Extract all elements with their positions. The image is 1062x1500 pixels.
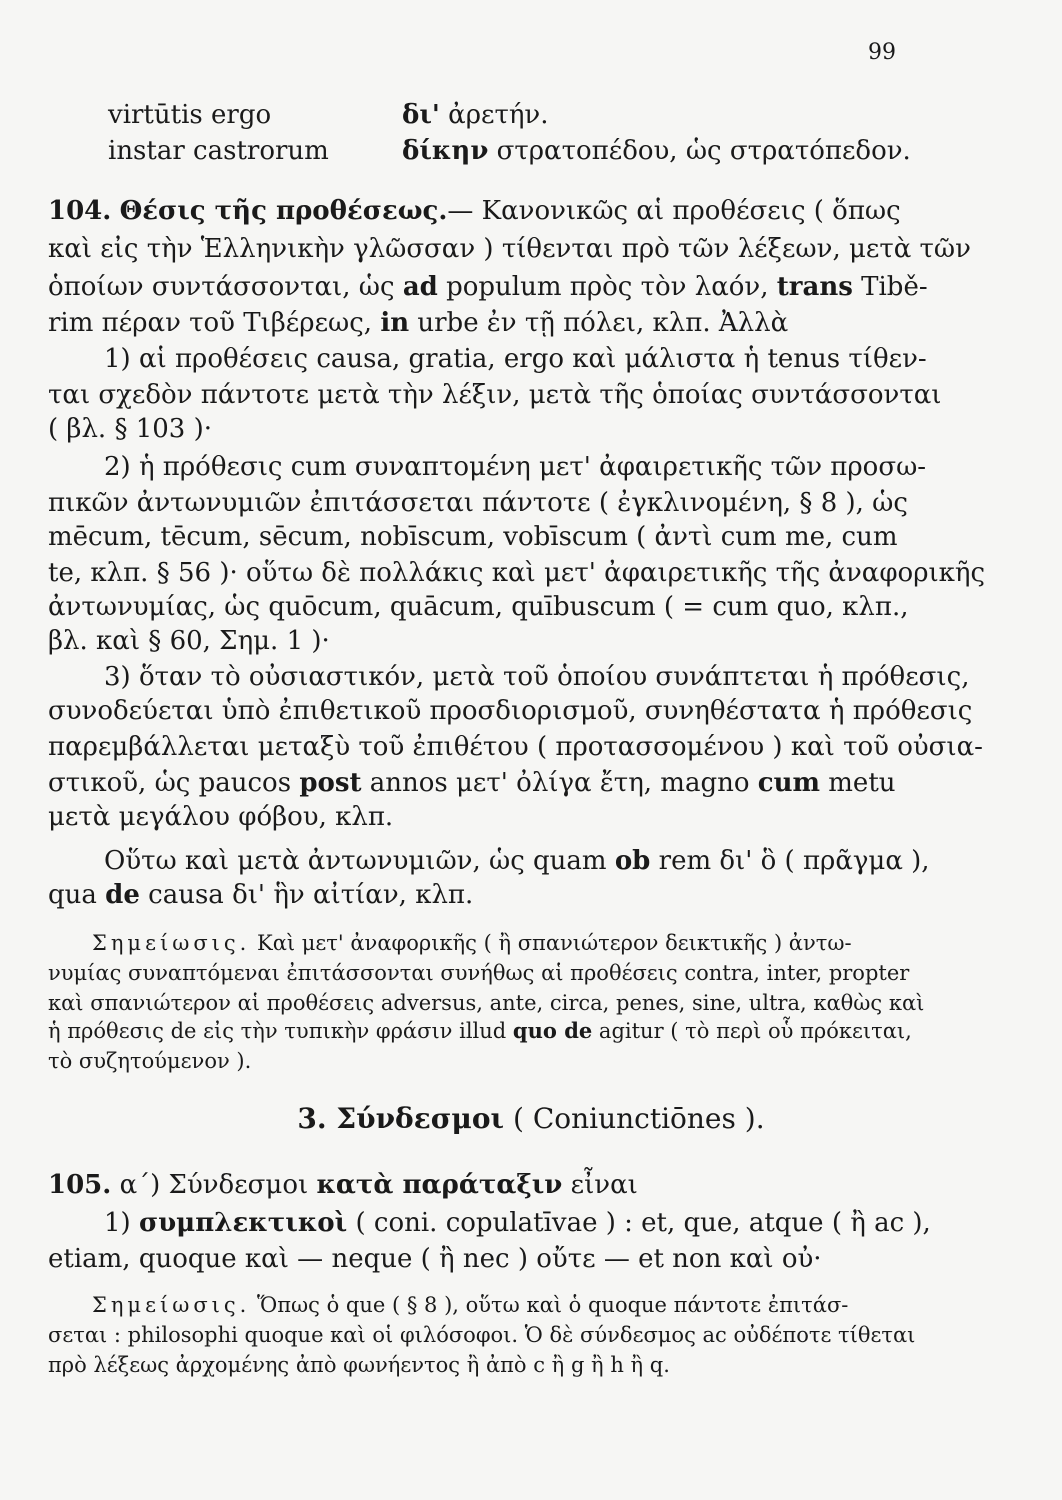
- text-line: etiam, quoque καὶ — neque ( ἢ nec ) οὔτε — et non καὶ οὐ·: [48, 1244, 822, 1274]
- text-line: καὶ εἰς τὴν Ἑλληνικὴν γλῶσσαν ) τίθενται πρὸ τῶν λέξεων, μετὰ τῶν: [48, 234, 971, 264]
- note-line: πρὸ λέξεως ἀρχομένης ἀπὸ φωνήεντος ἢ ἀπὸ c ἢ g ἢ h ἢ q.: [48, 1353, 670, 1377]
- note-label: Σημείωσις.: [92, 931, 251, 955]
- text-line: 2) ἡ πρόθεσις cum συναπτομένη μετ' ἀφαιρετικῆς τῶν προσω-: [104, 452, 927, 482]
- text-line: παρεμβάλλεται μεταξὺ τοῦ ἐπιθέτου ( προτασσομένου ) καὶ τοῦ οὐσια-: [48, 732, 983, 762]
- example-greek-bold: δι': [402, 100, 440, 130]
- text-line: ἀντωνυμίας, ὡς quōcum, quācum, quībuscum ( = cum quo, κλπ.,: [48, 592, 909, 622]
- example-greek-text: στρατοπέδου, ὡς στρατόπεδον.: [496, 136, 911, 166]
- note-line: σεται : philosophi quoque καὶ οἱ φιλόσοφοι. Ὁ δὲ σύνδεσμος ac οὐδέποτε τίθεται: [48, 1323, 916, 1347]
- note-line: νυμίας συναπτόμεναι ἐπιτάσσονται συνήθως αἱ προθέσεις contra, inter, propter: [48, 961, 910, 985]
- example-latin: instar castrorum: [108, 136, 329, 166]
- text-line: rim πέραν τοῦ Τιβέρεως, in urbe ἐν τῇ πόλει, κλπ. Ἀλλὰ: [48, 308, 789, 338]
- note-line: καὶ σπανιώτερον αἱ προθέσεις adversus, ante, circa, penes, sine, ultra, καθὼς καὶ: [48, 991, 925, 1015]
- text-line: βλ. καὶ § 60, Σημ. 1 )·: [48, 626, 330, 656]
- example-latin: virtūtis ergo: [108, 100, 272, 130]
- example-greek: [402, 100, 549, 130]
- text-line: συνοδεύεται ὑπὸ ἐπιθετικοῦ προσδιορισμοῦ, συνηθέστατα ἡ πρόθεσις: [48, 696, 973, 726]
- text-line: 1) αἱ προθέσεις causa, gratia, ergo καὶ μάλιστα ἡ tenus τίθεν-: [104, 344, 927, 374]
- section-heading: 3. Σύνδεσμοι ( Coniunctiōnes ).: [297, 1102, 765, 1135]
- text-line: ( βλ. § 103 )·: [48, 414, 213, 444]
- section-number: 105.: [48, 1170, 112, 1200]
- text-line: 1) συμπλεκτικοὶ ( coni. copulatīvae ) : et, que, atque ( ἢ ac ),: [104, 1208, 931, 1238]
- section-104-heading-line: [48, 194, 1008, 228]
- section-title: Θέσις τῆς προθέσεως.: [119, 196, 448, 226]
- text-line: mēcum, tēcum, sēcum, nobīscum, vobīscum ( ἀντὶ cum me, cum: [48, 522, 898, 552]
- text-line: te, κλπ. § 56 )· οὕτω δὲ πολλάκις καὶ μετ' ἀφαιρετικῆς τῆς ἀναφορικῆς: [48, 558, 986, 588]
- section-number: 104.: [48, 196, 112, 226]
- text-line: ται σχεδὸν πάντοτε μετὰ τὴν λέξιν, μετὰ τῆς ὁποίας συντάσσονται: [48, 380, 942, 410]
- text-line: — Κανονικῶς αἱ προθέσεις ( ὅπως: [447, 196, 901, 226]
- example-greek: [402, 136, 911, 166]
- page-number: 99: [868, 40, 896, 65]
- example-greek-bold: δίκην: [402, 136, 489, 166]
- example-greek-text: ἀρετήν.: [448, 100, 549, 130]
- text-line: στικοῦ, ὡς paucos post annos μετ' ὀλίγα ἔτη, magno cum metu: [48, 768, 896, 798]
- text-line: ὁποίων συντάσσονται, ὡς ad populum πρὸς τὸν λαόν, trans Tibě-: [48, 272, 928, 302]
- note-line: ἡ πρόθεσις de εἰς τὴν τυπικὴν φράσιν illud quo de agitur ( τὸ περὶ οὗ πρόκειται,: [48, 1018, 912, 1043]
- section-105-heading-line: 105. α΄) Σύνδεσμοι κατὰ παράταξιν εἶναι: [48, 1170, 638, 1200]
- note-line: τὸ συζητούμενον ).: [48, 1049, 252, 1073]
- text-line: πικῶν ἀντωνυμιῶν ἐπιτάσσεται πάντοτε ( ἐγκλινομένη, § 8 ), ὡς: [48, 488, 908, 518]
- text-line: 3) ὅταν τὸ οὐσιαστικόν, μετὰ τοῦ ὁποίου συνάπτεται ἡ πρόθεσις,: [104, 662, 970, 692]
- note-label: Σημείωσις.: [92, 1293, 251, 1317]
- text-line: μετὰ μεγάλου φόβου, κλπ.: [48, 802, 394, 832]
- note-line: Σημείωσις. Καὶ μετ' ἀναφορικῆς ( ἢ σπανιώτερον δεικτικῆς ) ἀντω-: [92, 931, 852, 955]
- note-line: Σημείωσις. Ὅπως ὁ que ( § 8 ), οὕτω καὶ ὁ quoque πάντοτε ἐπιτάσ-: [92, 1293, 849, 1317]
- text-line: Οὕτω καὶ μετὰ ἀντωνυμιῶν, ὡς quam ob rem δι' ὃ ( πρᾶγμα ),: [104, 846, 930, 876]
- text-line: qua de causa δι' ἣν αἰτίαν, κλπ.: [48, 880, 474, 910]
